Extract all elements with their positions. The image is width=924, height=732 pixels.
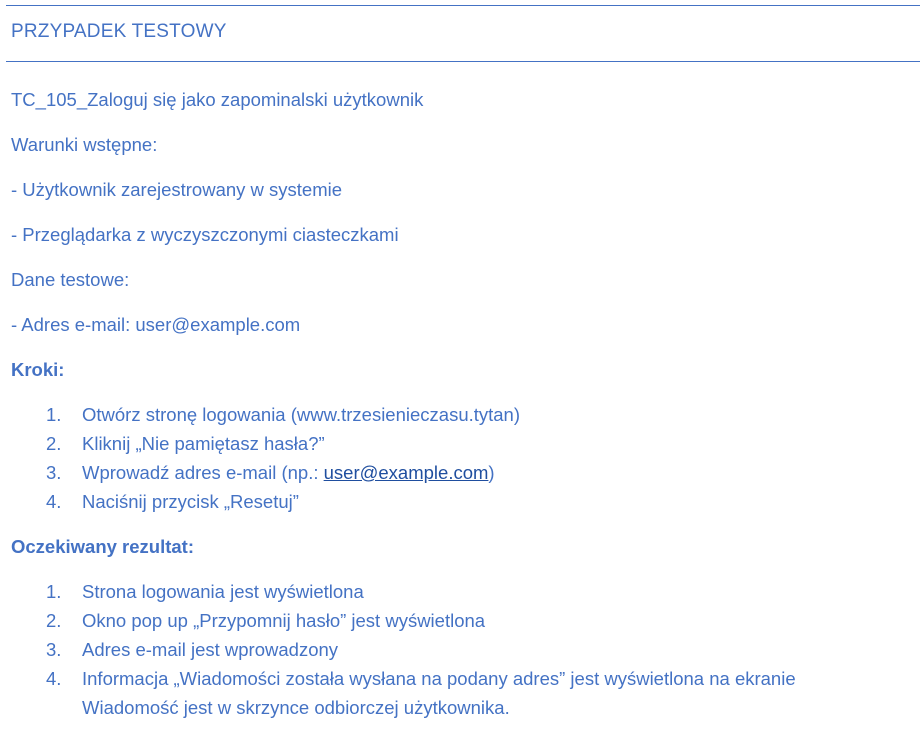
email-link[interactable]: user@example.com [323, 462, 489, 483]
preconditions-label: Warunki wstępne: [11, 134, 158, 155]
step-text-after-link: ) [488, 462, 495, 483]
step-text-before-link: Wprowadź adres e-mail (np.: [82, 462, 324, 483]
expected-text: Informacja „Wiadomości została wysłana na podany adres” jest wyświetlona na ekranie [82, 668, 796, 689]
expected-number: 1. [46, 581, 62, 602]
step-text [82, 462, 495, 484]
test-case-title: TC_105_Zaloguj się jako zapominalski użytkownik [11, 89, 424, 110]
steps-label: Kroki: [11, 359, 65, 380]
header-bottom-rule [6, 61, 920, 62]
expected-number: 2. [46, 610, 62, 631]
expected-result-label: Oczekiwany rezultat: [11, 536, 195, 557]
step-number: 3. [46, 462, 62, 483]
step-number: 4. [46, 491, 62, 512]
expected-text-continuation: Wiadomość jest w skrzynce odbiorczej użytkownika. [82, 697, 510, 718]
expected-number: 4. [46, 668, 62, 689]
step-text: Naciśnij przycisk „Resetuj” [82, 491, 299, 512]
expected-number: 3. [46, 639, 62, 660]
test-data-label: Dane testowe: [11, 269, 130, 290]
expected-text: Strona logowania jest wyświetlona [82, 581, 364, 602]
expected-text: Okno pop up „Przypomnij hasło” jest wyświetlona [82, 610, 486, 631]
step-text: Kliknij „Nie pamiętasz hasła?” [82, 433, 325, 454]
precondition-item: - Przeglądarka z wyczyszczonymi ciasteczkami [11, 224, 399, 245]
step-number: 2. [46, 433, 62, 454]
header-top-rule [6, 5, 920, 6]
precondition-item: - Użytkownik zarejestrowany w systemie [11, 179, 343, 200]
test-data-email: - Adres e-mail: user@example.com [11, 314, 301, 335]
expected-text: Adres e-mail jest wprowadzony [82, 639, 339, 660]
step-number: 1. [46, 404, 62, 425]
step-text: Otwórz stronę logowania (www.trzesienieczasu.tytan) [82, 404, 521, 425]
page-title: PRZYPADEK TESTOWY [11, 21, 227, 42]
